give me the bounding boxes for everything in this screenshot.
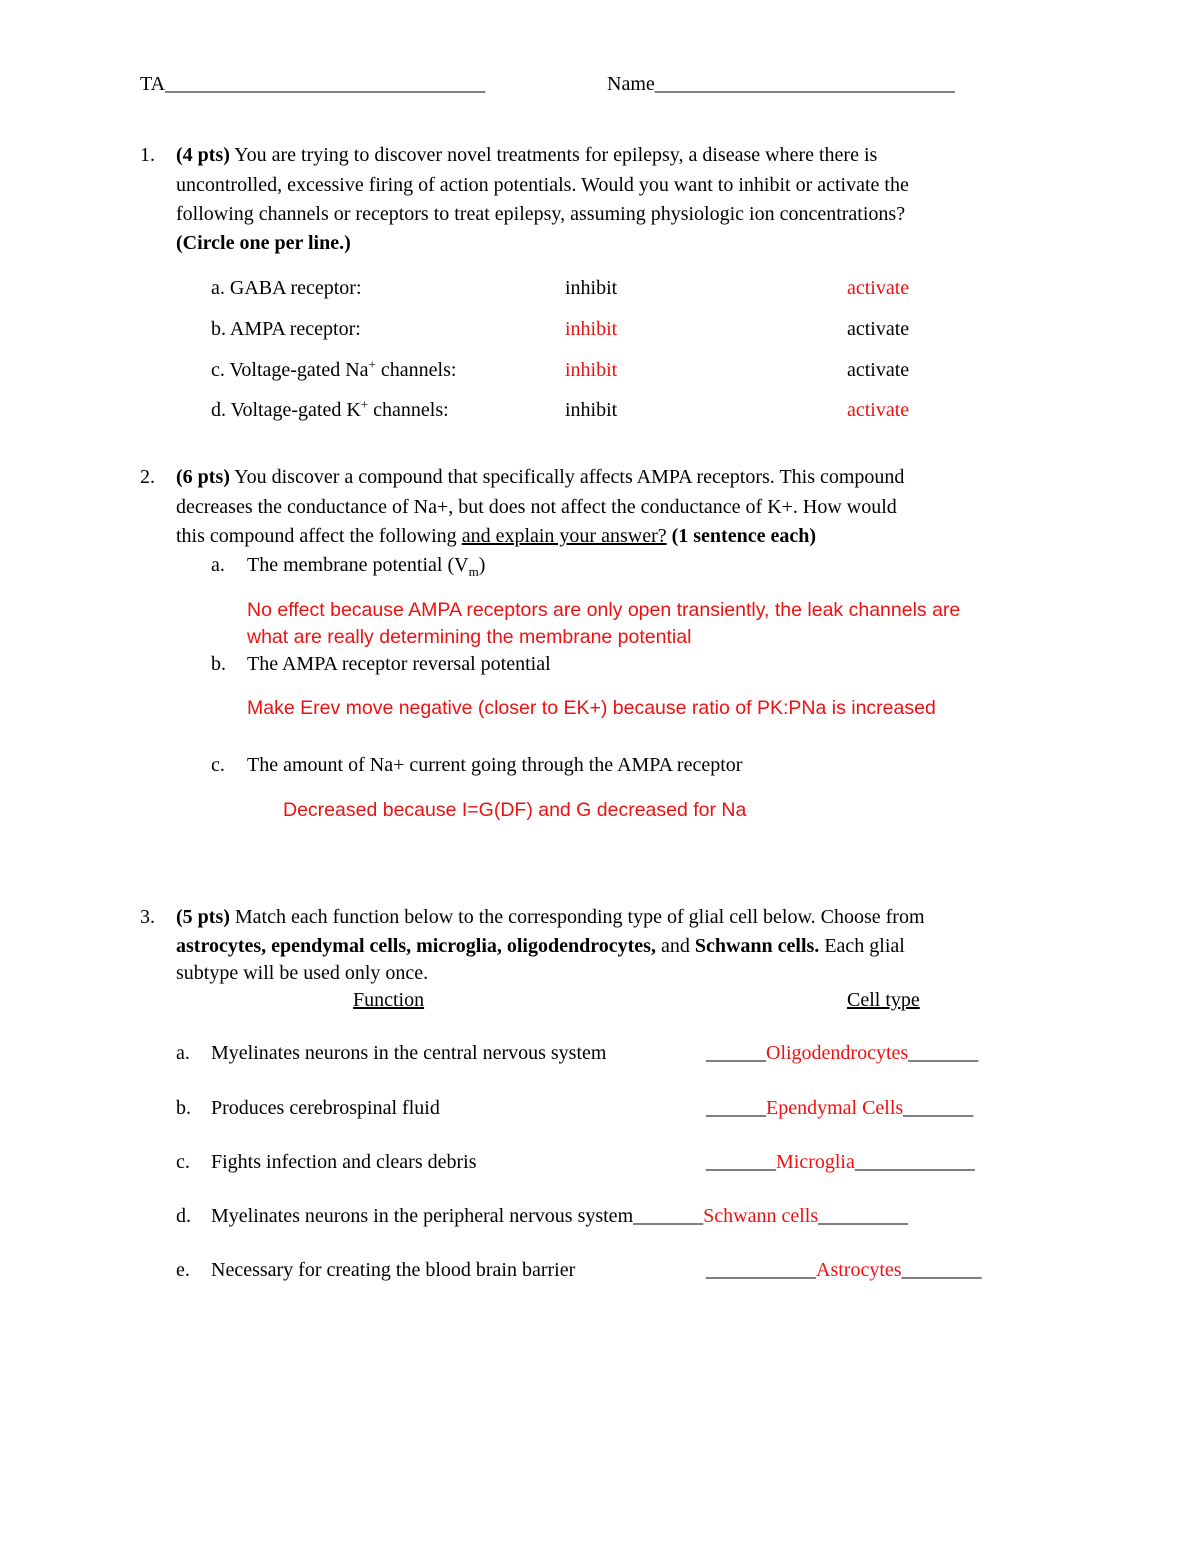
name-blank[interactable]: ______________________________ [654, 73, 955, 95]
q2-bold-instruction: (1 sentence each) [671, 525, 817, 547]
q3e-answer-blank[interactable]: ___________Astrocytes________ [706, 1259, 982, 1281]
q3a-answer: Oligodendrocytes [766, 1042, 909, 1064]
name-label: Name [607, 73, 655, 95]
q2b-answer: Make Erev move negative (closer to EK+) because ratio of PK:PNa is increased [247, 697, 936, 719]
q2c-letter: c. [211, 754, 225, 776]
ta-blank[interactable]: ________________________________ [165, 73, 486, 95]
q2-line1 [176, 465, 904, 489]
q1-line1 [176, 143, 877, 167]
q3a-answer-blank[interactable]: ______Oligodendrocytes_______ [706, 1042, 979, 1064]
ta-label: TA [140, 73, 166, 95]
q3b-answer-blank[interactable]: ______Ependymal Cells_______ [706, 1097, 974, 1119]
q1-row-d-label: d. Voltage-gated K+ channels: [211, 396, 449, 421]
q1-instruction-text: (Circle one per line.) [176, 232, 351, 254]
q1-row-b-inhibit[interactable]: inhibit [565, 318, 618, 340]
q2-line3: this compound affect the following and explain your answer? (1 sentence each) [176, 525, 817, 547]
q3c-letter: c. [176, 1151, 190, 1173]
q1-row-d-inhibit[interactable]: inhibit [565, 399, 618, 421]
q3c-function: Fights infection and clears debris [211, 1151, 477, 1173]
q3-column-function: Function [353, 989, 425, 1011]
q3b-function: Produces cerebrospinal fluid [211, 1097, 440, 1119]
q3b-answer: Ependymal Cells [766, 1097, 904, 1119]
q2c-prompt: The amount of Na+ current going through the AMPA receptor [247, 754, 743, 776]
q1-points: (4 pts) [176, 144, 230, 166]
q1-text1: You are trying to discover novel treatments for epilepsy, a disease where there is [234, 144, 878, 166]
q1-row-c-activate[interactable]: activate [847, 359, 910, 381]
name-field[interactable] [607, 72, 955, 96]
q2c-answer: Decreased because I=G(DF) and G decreased for Na [283, 799, 747, 821]
q2-points: (6 pts) [176, 466, 230, 488]
q2-text1: You discover a compound that specifically affects AMPA receptors. This compound [234, 466, 905, 488]
q3e-function: Necessary for creating the blood brain barrier [211, 1259, 576, 1281]
q2a-answer-line2: what are really determining the membrane potential [247, 626, 692, 648]
q1-instruction [176, 231, 351, 255]
q1-number: 1. [140, 144, 155, 166]
q3-column-celltype: Cell type [847, 989, 920, 1011]
q3-line3: subtype will be used only once. [176, 962, 429, 984]
q1-row-a-label: a. GABA receptor: [211, 277, 362, 299]
q3-text1: Match each function below to the corresponding type of glial cell below. Choose from [234, 906, 925, 928]
q2b-prompt: The AMPA receptor reversal potential [247, 653, 551, 675]
q2a-letter: a. [211, 554, 225, 576]
q2b-letter: b. [211, 653, 226, 675]
q2-line2: decreases the conductance of Na+, but does not affect the conductance of K+. How would [176, 496, 897, 518]
q3d-letter: d. [176, 1205, 191, 1227]
q3-line1 [176, 905, 925, 929]
q2-underlined-instruction: and explain your answer? [461, 525, 667, 547]
q1-row-b-activate[interactable]: activate [847, 318, 910, 340]
q3d-answer-blank[interactable]: _______ [633, 1205, 704, 1227]
q1-line3: following channels or receptors to treat epilepsy, assuming physiologic ion concentrations? [176, 203, 906, 225]
q3b-letter: b. [176, 1097, 191, 1119]
q1-row-d-activate[interactable]: activate [847, 399, 910, 421]
q3d-function: Myelinates neurons in the peripheral nervous system_______Schwann cells_________ [211, 1205, 909, 1227]
ta-field[interactable] [140, 72, 485, 96]
q3e-letter: e. [176, 1259, 190, 1281]
q3a-letter: a. [176, 1042, 190, 1064]
q3c-answer-blank[interactable]: _______Microglia____________ [706, 1151, 975, 1173]
q1-row-b-label: b. AMPA receptor: [211, 318, 361, 340]
q1-row-c-inhibit[interactable]: inhibit [565, 359, 618, 381]
q3-points: (5 pts) [176, 906, 230, 928]
q3c-answer: Microglia [776, 1151, 855, 1173]
q3-line2: astrocytes, ependymal cells, microglia, oligodendrocytes, and Schwann cells. Each glial [176, 935, 905, 957]
q2a-answer-line1: No effect because AMPA receptors are only open transiently, the leak channels are [247, 599, 961, 621]
q1-line2: uncontrolled, excessive firing of action potentials. Would you want to inhibit or activate the [176, 174, 909, 196]
q3-number: 3. [140, 906, 155, 928]
q1-row-c-label: c. Voltage-gated Na+ channels: [211, 356, 457, 381]
q3e-answer: Astrocytes [816, 1259, 902, 1281]
q1-row-a-inhibit[interactable]: inhibit [565, 277, 618, 299]
q1-row-a-activate[interactable]: activate [847, 277, 910, 299]
q2a-prompt: The membrane potential $(V_m)$ [247, 554, 486, 579]
q3d-answer: Schwann cells [703, 1205, 819, 1227]
q3a-function: Myelinates neurons in the central nervous system [211, 1042, 607, 1064]
q2-number: 2. [140, 466, 155, 488]
